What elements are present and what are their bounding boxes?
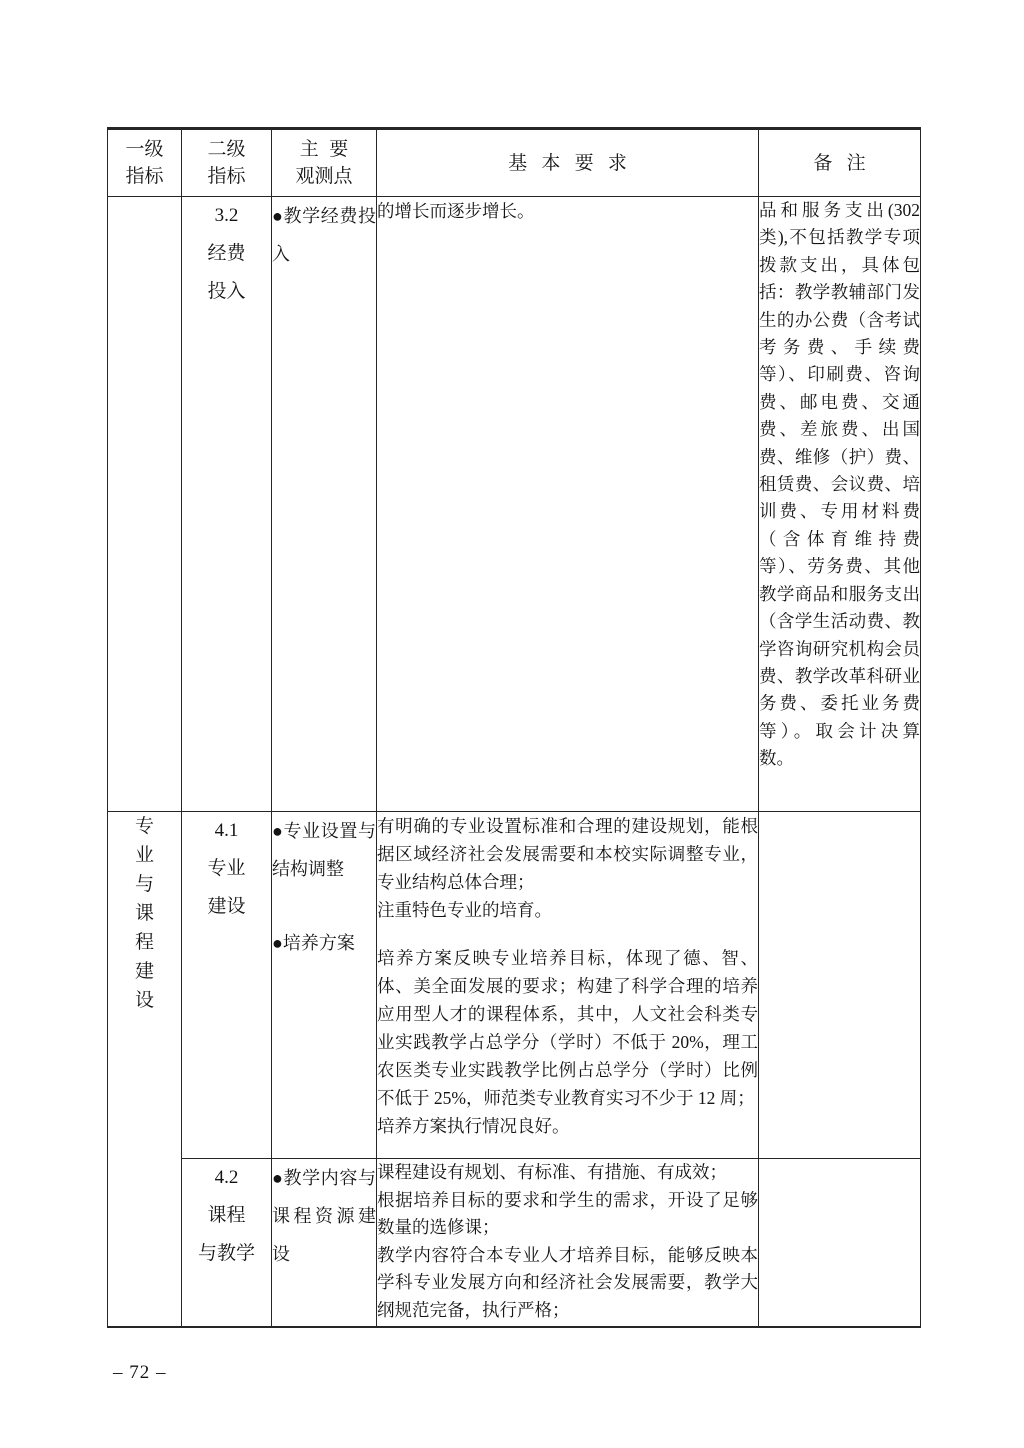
requirement-paragraph: 有明确的专业设置标准和合理的建设规划，能根据区域经济社会发展需要和本校实际调整专业，专业结构总体合理；: [377, 816, 758, 892]
level2-code: 4.2: [214, 1167, 239, 1188]
header-level2-line2: 指标: [207, 166, 246, 187]
level2-code: 3.2: [214, 205, 239, 226]
table-header-row: [108, 129, 921, 197]
observation-item: ●专业设置与结构调整: [272, 821, 376, 879]
observation-item: ●教学内容与课程资源建设: [272, 1168, 376, 1264]
cell-level1-empty: [108, 197, 182, 812]
cell-level2-course: [182, 1159, 272, 1327]
requirement-paragraph: 教学内容符合本专业人才培养目标，能够反映本学科专业发展方向和经济社会发展需要，教学大纲规范完备，执行严格；: [377, 1244, 758, 1320]
level2-code: 4.1: [214, 820, 239, 841]
cell-requirements-course: [377, 1159, 759, 1327]
header-remarks: 备注: [759, 129, 921, 197]
evaluation-indicator-table: [107, 127, 921, 1328]
table-row-course-teaching: [108, 1159, 921, 1327]
cell-level1-major-and-course: [108, 812, 182, 1327]
header-basic-requirements: 基本要求: [377, 129, 759, 197]
cell-level2-funding: [182, 197, 272, 812]
header-level1-line2: 指标: [125, 166, 164, 187]
header-level1-indicator: [108, 129, 182, 197]
level2-label-line2: 建设: [207, 896, 246, 917]
table-row-funding: [108, 197, 921, 812]
requirement-paragraph: 培养方案反映专业培养目标，体现了德、智、体、美全面发展的要求；构建了科学合理的培养应用型人才的课程体系，其中，人文社会科类专业实践教学占总学分（学时）不低于 20%，理工农医类专业实践教学比例占总学分（学时）比例不低于 25%，师范类专业教育实习不少于 12 周；: [377, 948, 758, 1108]
level2-label-line1: 课程: [207, 1205, 246, 1226]
header-level1-line1: 一级: [125, 139, 164, 160]
cell-observation-funding: [272, 197, 377, 812]
cell-requirements-major: [377, 812, 759, 1159]
cell-observation-major: [272, 812, 377, 1159]
cell-level2-major: [182, 812, 272, 1159]
requirement-paragraph: 的增长而逐步增长。: [377, 201, 535, 221]
cell-requirements-funding: [377, 197, 759, 812]
level2-label-line2: 投入: [207, 281, 246, 302]
cell-remarks-course-empty: [759, 1159, 921, 1327]
header-observation-line1: 主要: [299, 139, 359, 160]
requirement-paragraph: 根据培养目标的要求和学生的需求，开设了足够数量的选修课；: [377, 1189, 758, 1238]
level2-label-line1: 经费: [207, 243, 246, 264]
table-row-major-construction: [108, 812, 921, 1159]
requirement-paragraph: 注重特色专业的培育。: [377, 900, 552, 920]
level1-vertical-label: 专业与课程建设: [134, 816, 154, 1011]
requirement-paragraph: 课程建设有规划、有标准、有措施、有成效；: [377, 1162, 727, 1182]
remark-text: 品和服务支出(302类),不包括教学专项拨款支出，具体包括：教学教辅部门发生的办公费（含考试考务费、手续费等）、印刷费、咨询费、邮电费、交通费、差旅费、出国费、维修（护）费、租赁费、会议费、培训费、专用材料费（含体育维持费等）、劳务费、其他教学商品和服务支出（含学生活动费、教学咨询研究机构会员费、教学改革科研业务费、委托业务费等）。取会计决算数。: [759, 200, 920, 769]
level2-label-line1: 专业: [207, 858, 246, 879]
observation-item: ●培养方案: [272, 933, 355, 953]
requirement-paragraph: 培养方案执行情况良好。: [377, 1116, 570, 1136]
header-observation-points: [272, 129, 377, 197]
observation-item: ●教学经费投入: [272, 206, 376, 264]
cell-remarks-major-empty: [759, 812, 921, 1159]
cell-observation-course: [272, 1159, 377, 1327]
cell-remarks-funding: [759, 197, 921, 812]
page-number: – 72 –: [113, 1362, 167, 1383]
header-level2-indicator: [182, 129, 272, 197]
header-observation-line2: 观测点: [295, 166, 353, 187]
level2-label-line2: 与教学: [197, 1243, 255, 1264]
header-level2-line1: 二级: [207, 139, 246, 160]
